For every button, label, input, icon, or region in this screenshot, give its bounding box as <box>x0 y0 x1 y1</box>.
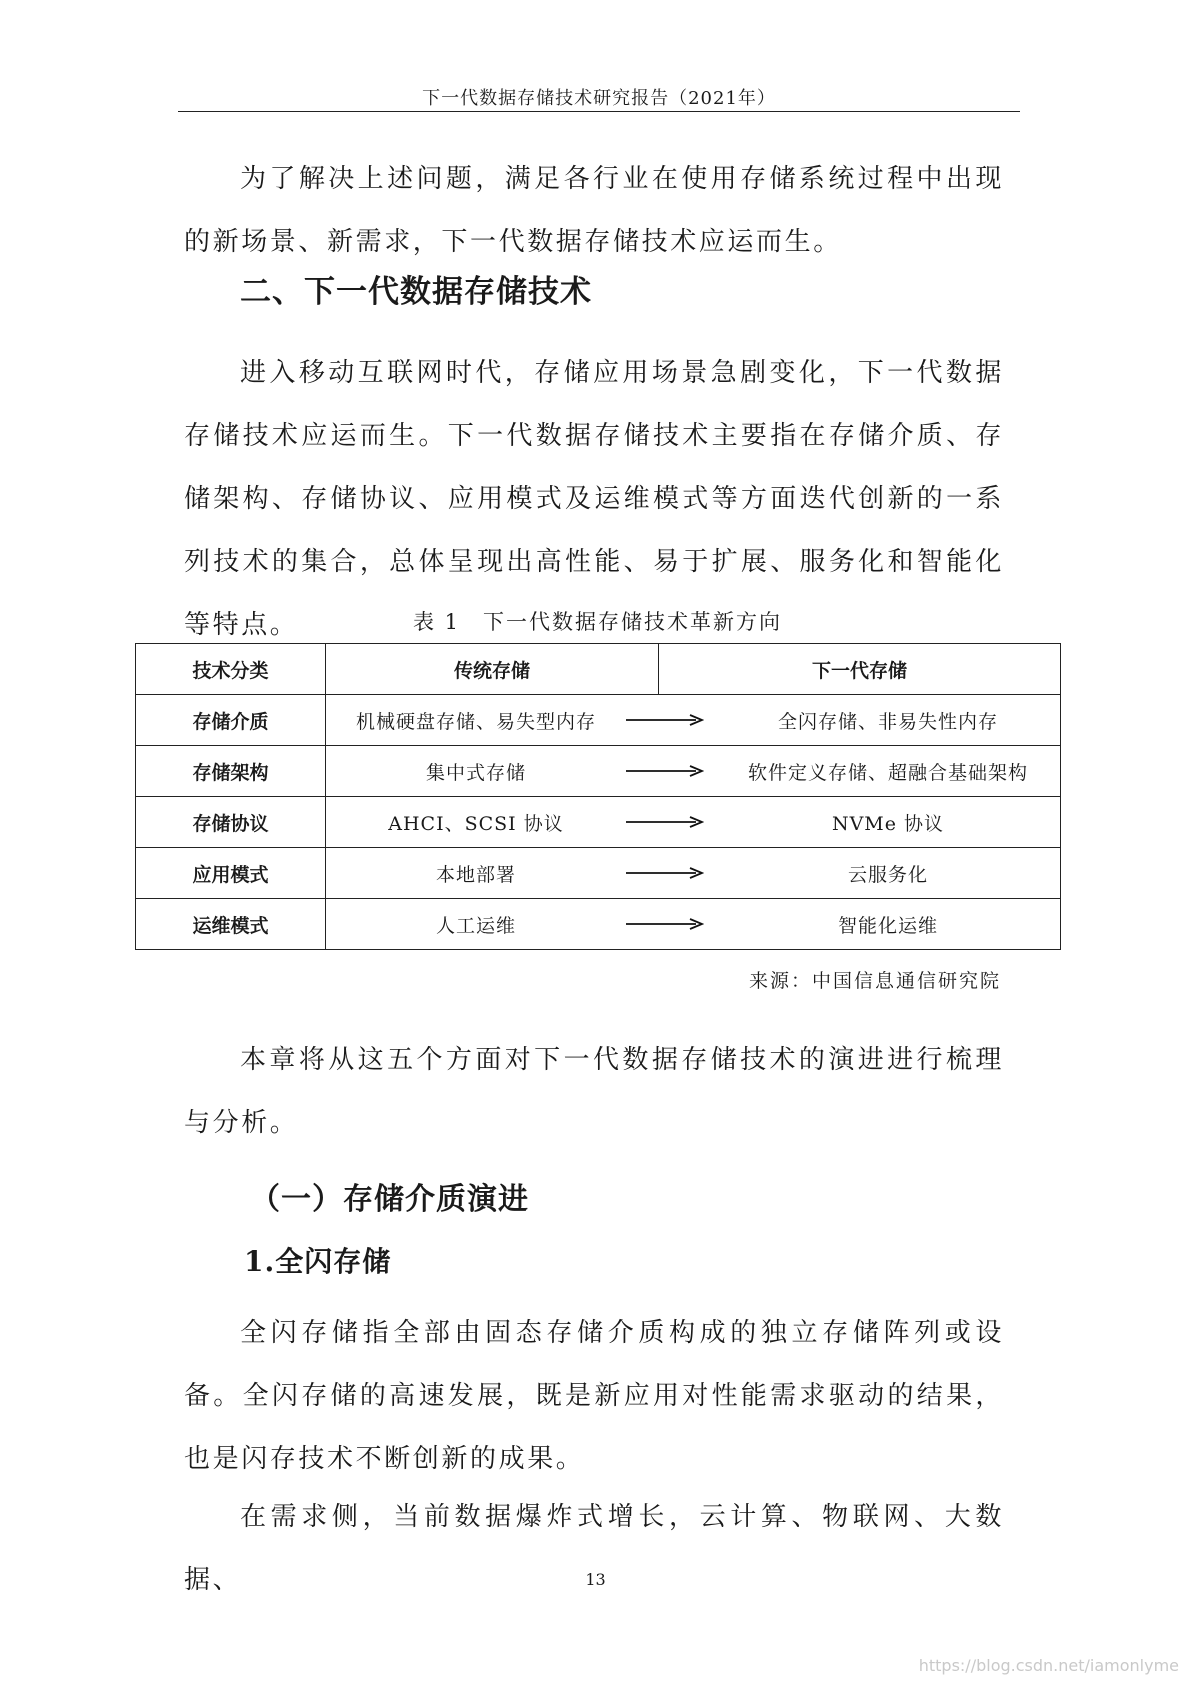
row-category: 存储架构 <box>136 746 326 797</box>
traditional-value: 集中式存储 <box>425 761 526 784</box>
row-category: 应用模式 <box>136 848 326 899</box>
table-row <box>136 899 1061 950</box>
table-source: 来源：中国信息通信研究院 <box>748 970 1001 992</box>
row-comparison <box>326 899 1061 950</box>
arrow-right-icon <box>626 713 716 727</box>
row-comparison <box>326 695 1061 746</box>
running-header: 下一代数据存储技术研究报告（2021年） <box>422 88 776 109</box>
arrow-right-icon <box>626 866 716 880</box>
chapter-intro-paragraph: 本章将从这五个方面对下一代数据存储技术的演进进行梳理与分析。 <box>184 1045 1004 1138</box>
section-heading: 二、下一代数据存储技术 <box>240 274 592 310</box>
row-comparison <box>326 797 1061 848</box>
arrow-right-icon <box>626 815 716 829</box>
traditional-value: 人工运维 <box>435 914 516 937</box>
row-category: 运维模式 <box>136 899 326 950</box>
row-comparison <box>326 848 1061 899</box>
intro-paragraph: 为了解决上述问题，满足各行业在使用存储系统过程中出现的新场景、新需求，下一代数据存储技术应运而生。 <box>184 164 1004 257</box>
page-number: 13 <box>585 1570 606 1589</box>
tech-direction-table <box>135 643 1061 950</box>
row-category: 存储介质 <box>136 695 326 746</box>
next-gen-value: 云服务化 <box>847 863 928 886</box>
section-paragraph: 进入移动互联网时代，存储应用场景急剧变化，下一代数据存储技术应运而生。下一代数据存储技术主要指在存储介质、存储架构、存储协议、应用模式及运维模式等方面迭代创新的一系列技术的集合，总体呈现出高性能、易于扩展、服务化和智能化等特点。 <box>184 358 1004 640</box>
next-gen-value: 全闪存储、非易失性内存 <box>777 710 998 733</box>
row-category: 存储协议 <box>136 797 326 848</box>
traditional-value: 机械硬盘存储、易失型内存 <box>355 710 596 733</box>
next-gen-value: 智能化运维 <box>837 914 938 937</box>
header-category: 技术分类 <box>136 644 326 695</box>
table-row <box>136 797 1061 848</box>
arrow-right-icon <box>626 917 716 931</box>
table-row <box>136 695 1061 746</box>
table-caption: 表 1 下一代数据存储技术革新方向 <box>412 610 783 634</box>
watermark-url: https://blog.csdn.net/iamonlyme <box>918 1656 1179 1675</box>
subsection-paragraph-2: 在需求侧，当前数据爆炸式增长，云计算、物联网、大数据、 <box>184 1502 1004 1595</box>
next-gen-value: 软件定义存储、超融合基础架构 <box>747 761 1028 784</box>
subsection-paragraph-1: 全闪存储指全部由固态存储介质构成的独立存储阵列或设备。全闪存储的高速发展，既是新应用对性能需求驱动的结果，也是闪存技术不断创新的成果。 <box>184 1318 1004 1474</box>
sub-subsection-heading: 1.全闪存储 <box>244 1245 392 1278</box>
subsection-heading: （一）存储介质演进 <box>250 1182 529 1217</box>
arrow-right-icon <box>626 764 716 778</box>
header-divider <box>178 111 1020 112</box>
table-row <box>136 848 1061 899</box>
row-comparison <box>326 746 1061 797</box>
header-traditional: 传统存储 <box>326 644 659 695</box>
table-row <box>136 746 1061 797</box>
traditional-value: AHCI、SCSI 协议 <box>388 812 564 835</box>
traditional-value: 本地部署 <box>435 863 516 886</box>
header-next-gen: 下一代存储 <box>659 644 1061 695</box>
next-gen-value: NVMe 协议 <box>831 812 945 835</box>
table-header-row <box>136 644 1061 695</box>
